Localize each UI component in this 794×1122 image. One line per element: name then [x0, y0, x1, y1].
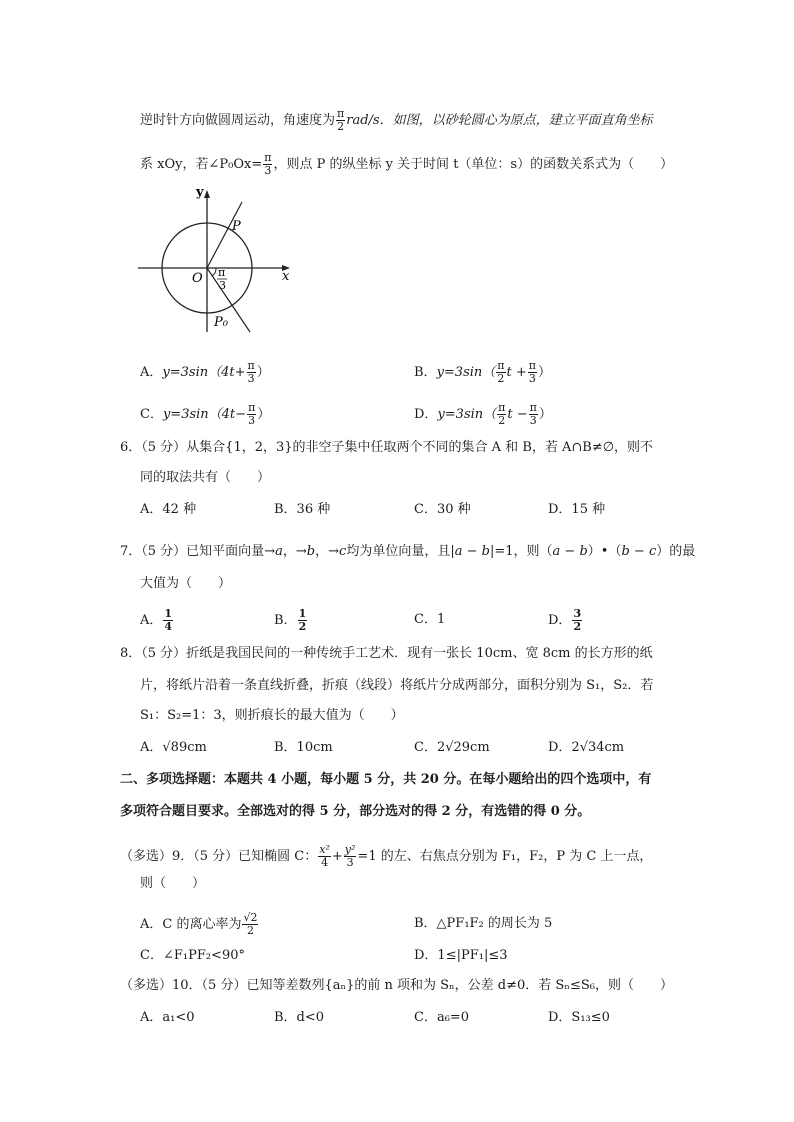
frac: $\frac{\pi}{3}$ — [528, 359, 536, 385]
angle-fraction: $\frac{\pi}{3}$ — [264, 151, 272, 177]
q8-line-2: 片，将纸片沿着一条直线折叠，折痕（线段）将纸片分成两部分，面积分别为 S₁，S₂．若 — [140, 678, 654, 693]
frac: $\frac{\pi}{3}$ — [529, 401, 537, 427]
q8-line-3: S₁：S₂=1：3，则折痕长的最大值为（ ） — [140, 708, 404, 723]
frac: $\frac{\pi}{2}$ — [497, 359, 505, 385]
q5-option-c: C．y=3sin（4t− $\frac{\pi}{3}$ ） — [140, 401, 271, 427]
q9-option-c: C．∠F₁PF₂<90° — [140, 948, 245, 963]
angle-den: 3 — [219, 279, 226, 292]
frac: $\frac{\pi}{3}$ — [247, 359, 255, 385]
q9-option-d: D．1≤|PF₁|≤3 — [414, 948, 508, 963]
vec-diff: b − c — [621, 544, 657, 559]
q10-option-d: D．S₁₃≤0 — [548, 1010, 610, 1025]
q5-line-2 — [140, 152, 673, 177]
q8-option-b: B．10cm — [274, 740, 333, 755]
q10-option-a: A．a₁<0 — [140, 1010, 195, 1025]
q9-line-1: （多选）9．（5 分）已知椭圆 C： $\frac{\text{x²}}{4}$ + $\frac{\text{y²}}{3}$ =1 的左、右焦点分别为 F₁，F₂，P 为 C 上一点， — [120, 843, 653, 869]
angle-num: π — [218, 266, 226, 279]
q9-option-b: B．△PF₁F₂ 的周长为 5 — [414, 916, 553, 931]
label-x: x — [282, 269, 290, 284]
vec-diff: a − b — [552, 544, 588, 559]
q6-option-d: D．15 种 — [548, 502, 606, 517]
q7-option-b: B． $\frac{1}{2}$ — [274, 607, 307, 633]
frac: $\frac{1}{4}$ — [164, 607, 173, 633]
angle-arc — [212, 268, 216, 276]
q7-option-c: C．1 — [414, 612, 446, 627]
frac: $\frac{√2}{2}$ — [243, 911, 258, 937]
q5-option-d: D．y=3sin（ $\frac{\pi}{2}$ t − $\frac{\pi}{3}$ ） — [414, 401, 552, 427]
q10-option-c: C．a₆=0 — [414, 1010, 470, 1025]
vec-diff: a − b — [454, 544, 490, 559]
label-O: O — [192, 271, 203, 286]
frac: $\frac{1}{2}$ — [298, 607, 307, 633]
q5-text: 逆时针方向做圆周运动，角速度为 — [140, 113, 336, 128]
q6-option-a: A．42 种 — [140, 502, 197, 517]
y-arrow-icon — [204, 190, 210, 198]
q10-option-b: B．d<0 — [274, 1010, 325, 1025]
label-y: y — [196, 185, 204, 200]
q9-line-2: 则（ ） — [140, 876, 206, 891]
section-2-heading-line-2: 多项符合题目要求。全部选对的得 5 分，部分选对的得 2 分，有选错的得 0 分。 — [120, 804, 591, 819]
frac-x2: $\frac{\text{x²}}{4}$ — [319, 843, 330, 869]
unit-circle-figure — [132, 182, 302, 342]
q8-option-a: A．√89cm — [140, 740, 207, 755]
label-P: P — [232, 219, 241, 234]
frac: $\frac{\pi}{3}$ — [248, 401, 256, 427]
q10-line-1: （多选）10．（5 分）已知等差数列{aₙ}的前 n 项和为 Sₙ，公差 d≠0．若 Sₙ≤S₆，则（ ） — [120, 978, 673, 993]
q5-text: ，则点 P 的纵坐标 y 关于时间 t（单位：s）的函数关系式为（ ） — [273, 157, 674, 172]
q5-text: rad/s．如图，以砂轮圆心为原点，建立平面直角坐标 — [346, 113, 653, 128]
vector-c: →c — [328, 544, 347, 559]
q7-option-a: A． $\frac{1}{4}$ — [140, 607, 173, 633]
q5-option-b: B．y=3sin（ $\frac{\pi}{2}$ t + $\frac{\pi}{3}$ ） — [414, 359, 552, 385]
q7-option-d: D． $\frac{3}{2}$ — [548, 607, 582, 633]
q8-option-c: C．2√29cm — [414, 740, 490, 755]
q5-option-a: A．y=3sin（4t+ $\frac{\pi}{3}$ ） — [140, 359, 270, 385]
q5-line-1 — [140, 108, 653, 133]
frac: $\frac{3}{2}$ — [573, 607, 582, 633]
q7-line-1: 7．（5 分）已知平面向量→a，→b，→c均为单位向量，且|a − b|=1，则（a − b）•（b − c）的最 — [120, 544, 696, 559]
vector-a: →a — [264, 544, 283, 559]
label-P0: P₀ — [214, 315, 228, 330]
q6-line-2: 同的取法共有（ ） — [140, 470, 271, 485]
q8-option-d: D．2√34cm — [548, 740, 625, 755]
q7-line-2: 大值为（ ） — [140, 576, 232, 591]
q6-line-1: 6．（5 分）从集合{1，2，3}的非空子集中任取两个不同的集合 A 和 B，若 A∩B≠∅，则不 — [120, 440, 654, 455]
frac-y2: $\frac{\text{y²}}{3}$ — [344, 843, 356, 869]
q6-option-c: C．30 种 — [414, 502, 471, 517]
q5-text: 系 xOy，若∠P₀Ox= — [140, 157, 263, 172]
q9-option-a: A．C 的离心率为 $\frac{√2}{2}$ — [140, 911, 258, 937]
vector-b: →b — [295, 544, 316, 559]
omega-fraction: $\frac{\pi}{2}$ — [337, 107, 345, 133]
section-2-heading-line-1: 二、多项选择题：本题共 4 小题，每小题 5 分，共 20 分。在每小题给出的四个选项中，有 — [120, 772, 652, 787]
frac: $\frac{\pi}{2}$ — [498, 401, 506, 427]
q8-line-1: 8．（5 分）折纸是我国民间的一种传统手工艺术．现有一张长 10cm、宽 8cm 的长方形的纸 — [120, 646, 653, 661]
q6-option-b: B．36 种 — [274, 502, 331, 517]
